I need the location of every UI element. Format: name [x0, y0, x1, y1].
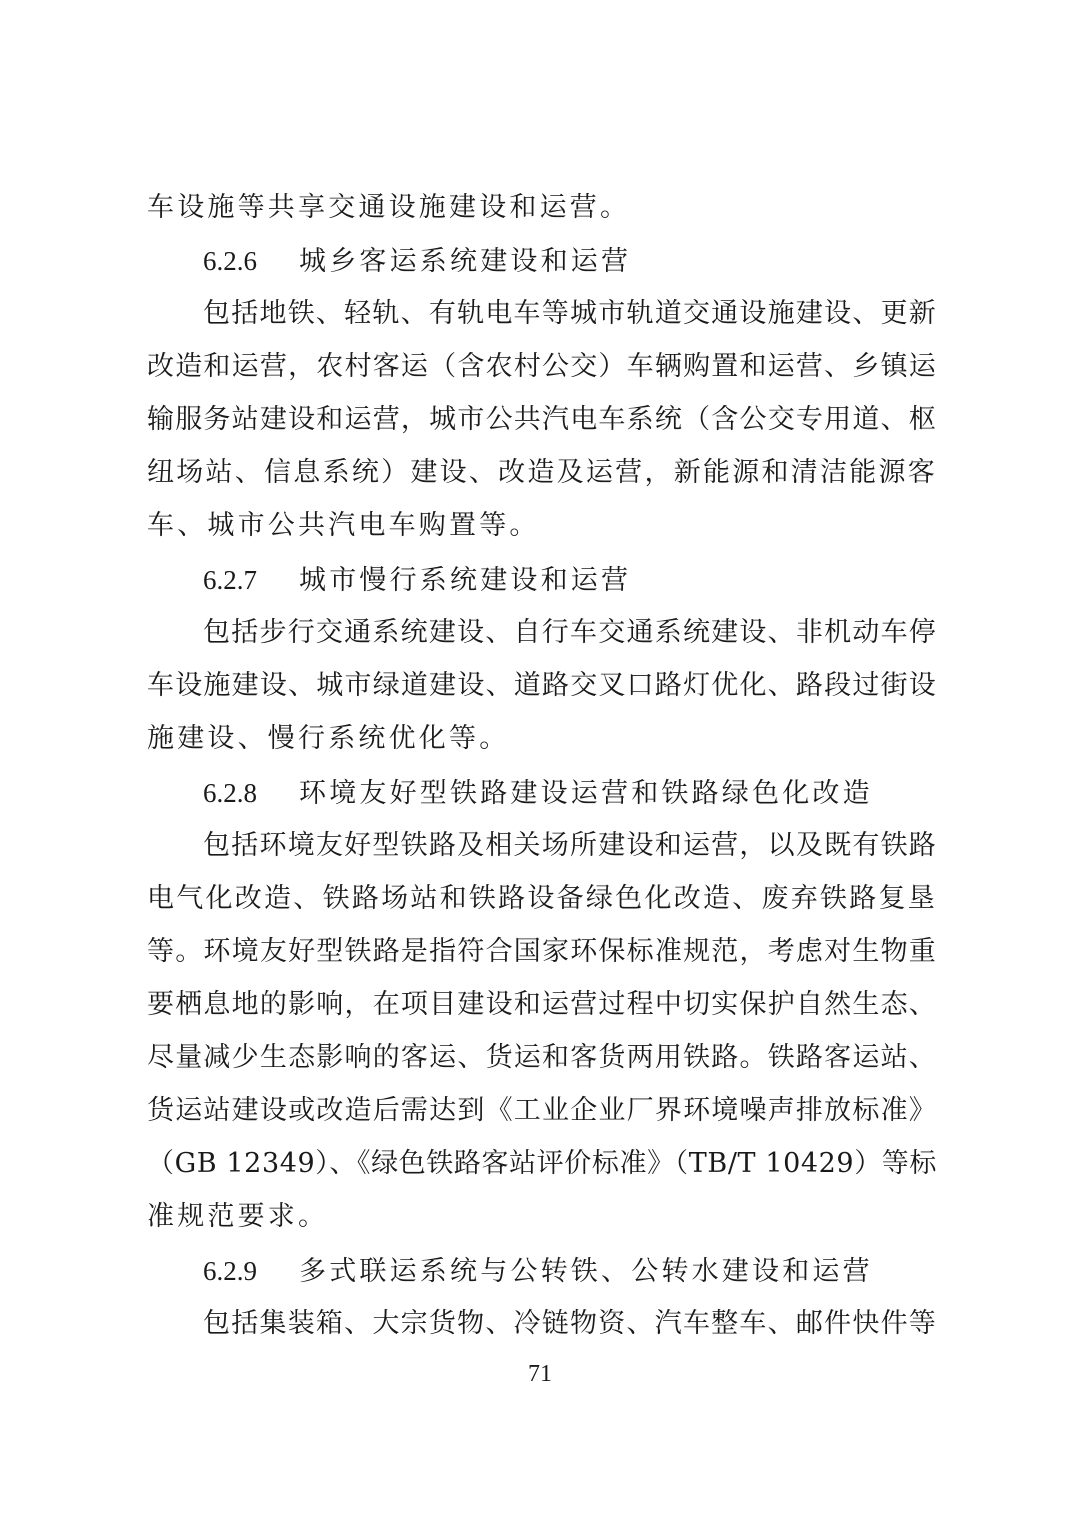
body-line: 包括环境友好型铁路及相关场所建设和运营，以及既有铁路	[203, 830, 937, 861]
section-number: 6.2.7	[203, 565, 257, 595]
section-number: 6.2.8	[203, 778, 257, 808]
body-line: 车设施建设、城市绿道建设、道路交叉口路灯优化、路段过街设	[147, 670, 937, 701]
body-line: 电气化改造、铁路场站和铁路设备绿色化改造、废弃铁路复垦	[147, 883, 937, 914]
section-heading-6-2-7	[203, 560, 631, 600]
body-line: 等。环境友好型铁路是指符合国家环保标准规范，考虑对生物重	[147, 936, 937, 967]
section-heading-6-2-9	[203, 1251, 873, 1291]
body-line: 输服务站建设和运营，城市公共汽电车系统（含公交专用道、枢	[147, 404, 937, 435]
body-line: 货运站建设或改造后需达到《工业企业厂界环境噪声排放标准》	[147, 1095, 937, 1126]
section-number: 6.2.9	[203, 1256, 257, 1286]
body-line: 要栖息地的影响，在项目建设和运营过程中切实保护自然生态、	[147, 989, 937, 1020]
section-heading-6-2-8	[203, 773, 873, 813]
body-line: 包括集装箱、大宗货物、冷链物资、汽车整车、邮件快件等	[203, 1308, 937, 1339]
section-title: 环境友好型铁路建设运营和铁路绿色化改造	[299, 778, 873, 809]
body-line: 改造和运营，农村客运（含农村公交）车辆购置和运营、乡镇运	[147, 351, 937, 382]
body-line: 纽场站、信息系统）建设、改造及运营，新能源和清洁能源客	[147, 457, 937, 488]
body-line: 包括地铁、轻轨、有轨电车等城市轨道交通设施建设、更新	[203, 298, 937, 329]
section-heading-6-2-6	[203, 241, 631, 281]
body-line: 尽量减少生态影响的客运、货运和客货两用铁路。铁路客运站、	[147, 1042, 937, 1073]
section-title: 城市慢行系统建设和运营	[299, 565, 632, 596]
body-line: 包括步行交通系统建设、自行车交通系统建设、非机动车停	[203, 617, 937, 648]
body-line: 准规范要求。	[147, 1201, 329, 1232]
section-title: 城乡客运系统建设和运营	[299, 246, 632, 277]
body-line: （GB 12349）、《绿色铁路客站评价标准》（TB/T 10429）等标	[147, 1148, 938, 1179]
page-number: 71	[528, 1361, 552, 1387]
body-line: 车设施等共享交通设施建设和运营。	[147, 192, 631, 223]
body-line: 车、城市公共汽电车购置等。	[147, 510, 540, 541]
section-number: 6.2.6	[203, 246, 257, 276]
body-line: 施建设、慢行系统优化等。	[147, 723, 510, 754]
section-title: 多式联运系统与公转铁、公转水建设和运营	[299, 1256, 873, 1287]
